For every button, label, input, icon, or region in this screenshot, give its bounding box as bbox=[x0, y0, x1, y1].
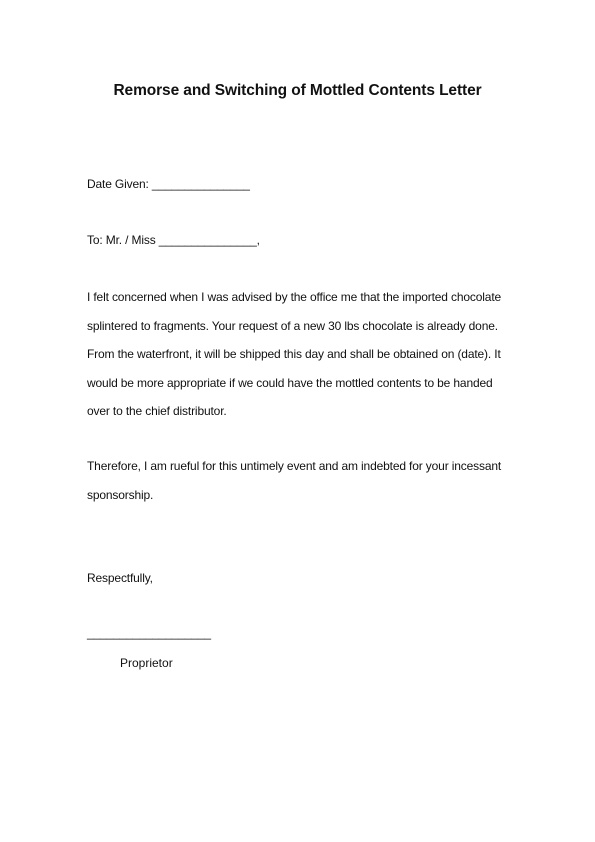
paragraph-line: over to the chief distributor. bbox=[87, 404, 227, 419]
paragraph-line: From the waterfront, it will be shipped this day and shall be obtained on (date). It bbox=[87, 347, 501, 362]
body-paragraph-2 bbox=[87, 459, 527, 516]
closing-salutation: Respectfully, bbox=[87, 571, 153, 585]
recipient-line: To: Mr. / Miss _______________, bbox=[87, 233, 260, 247]
body-paragraph-1 bbox=[87, 290, 527, 433]
signer-title: Proprietor bbox=[120, 656, 173, 670]
paragraph-line: Therefore, I am rueful for this untimely event and am indebted for your incessant bbox=[87, 459, 502, 473]
paragraph-line: sponsorship. bbox=[87, 487, 154, 502]
paragraph-line: would be more appropriate if we could have the mottled contents to be handed bbox=[87, 375, 493, 390]
paragraph-line: I felt concerned when I was advised by the office me that the imported chocolate bbox=[87, 290, 502, 304]
paragraph-line: splintered to fragments. Your request of a new 30 lbs chocolate is already done. bbox=[87, 318, 498, 333]
letter-title: Remorse and Switching of Mottled Contents Letter bbox=[113, 82, 482, 99]
date-given-line: Date Given: _______________ bbox=[87, 177, 250, 191]
signature-line: ___________________ bbox=[87, 626, 211, 640]
